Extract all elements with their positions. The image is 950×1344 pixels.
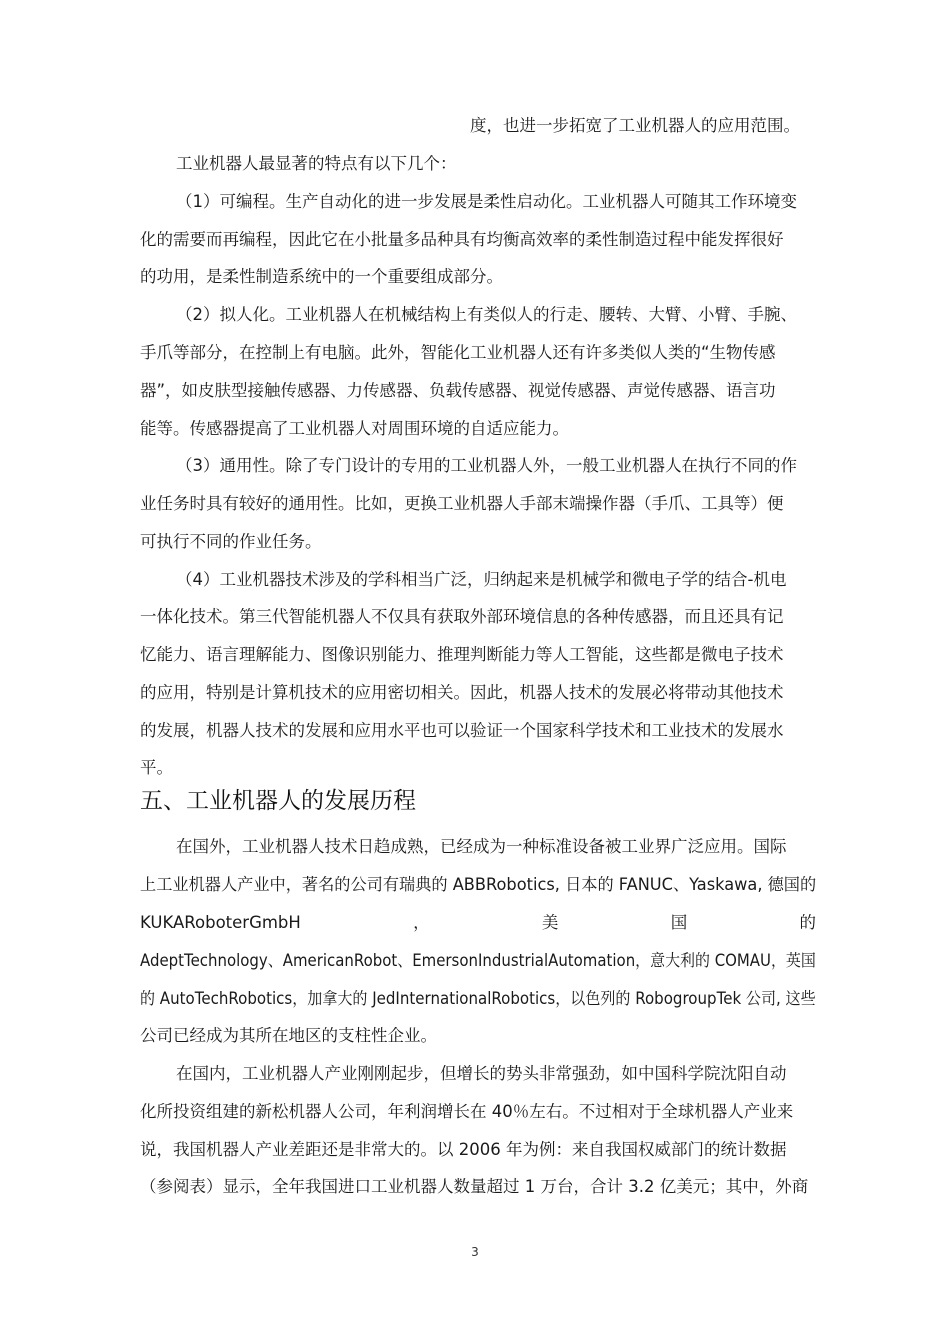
text-fragment: ， [413, 913, 430, 932]
text-line: （4）工业机器技术涉及的学科相当广泛，归纳起来是机械学和微电子学的结合-机电 [176, 570, 787, 589]
text-line: 可执行不同的作业任务。 [140, 532, 322, 551]
text-line: 的功用，是柔性制造系统中的一个重要组成部分。 [140, 267, 503, 286]
text-line: 化所投资组建的新松机器人公司，年利润增长在 40％左右。不过相对于全球机器人产业来 [140, 1102, 794, 1121]
text-fragment: 美 [541, 913, 559, 932]
text-line: 的发展，机器人技术的发展和应用水平也可以验证一个国家科学技术和工业技术的发展水 [140, 721, 784, 740]
text-line: 的应用，特别是计算机技术的应用密切相关。因此，机器人技术的发展必将带动其他技术 [140, 683, 784, 702]
page-number: 3 [471, 1245, 479, 1259]
text-line: 在国内，工业机器人产业刚刚起步，但增长的势头非常强劲，如中国科学院沈阳自动 [176, 1064, 787, 1083]
text-line: AdeptTechnology、AmericanRobot、EmersonIndustrialAutomation，意大利的 COMAU，英国 [140, 951, 816, 970]
text-line: 上工业机器人产业中，著名的公司有瑞典的 ABBRobotics, 日本的 FANUC、Yaskawa, 德国的 [140, 875, 817, 894]
section-heading: 五、工业机器人的发展历程 [140, 788, 416, 814]
text-line: 平。 [140, 758, 173, 777]
justified-text-line [140, 912, 816, 934]
text-line: 说，我国机器人产业差距还是非常大的。以 2006 年为例：来自我国权威部门的统计数据 [140, 1140, 787, 1159]
text-line: 业任务时具有较好的通用性。比如，更换工业机器人手部末端操作器（手爪、工具等）便 [140, 494, 784, 513]
text-line: （2）拟人化。工业机器人在机械结构上有类似人的行走、腰转、大臂、小臂、手腕、 [176, 305, 797, 324]
text-line: 手爪等部分，在控制上有电脑。此外，智能化工业机器人还有许多类似人类的“生物传感 [140, 343, 776, 362]
text-line: 能等。传感器提高了工业机器人对周围环境的自适应能力。 [140, 419, 569, 438]
text-line: 度，也进一步拓宽了工业机器人的应用范围。 [470, 116, 800, 135]
text-fragment: KUKARoboterGmbH [140, 913, 301, 932]
text-fragment: 的 [799, 913, 816, 932]
text-line: （参阅表）显示，全年我国进口工业机器人数量超过 1 万台，合计 3.2 亿美元；其中，外商 [140, 1177, 809, 1196]
text-line: 在国外，工业机器人技术日趋成熟，已经成为一种标准设备被工业界广泛应用。国际 [176, 837, 787, 856]
text-line: 的 AutoTechRobotics，加拿大的 JedInternationalRobotics，以色列的 RobogroupTek 公司, 这些 [140, 989, 816, 1008]
text-line: （1）可编程。生产自动化的进一步发展是柔性启动化。工业机器人可随其工作环境变 [176, 192, 797, 211]
text-line: 公司已经成为其所在地区的支柱性企业。 [140, 1026, 437, 1045]
text-line: 工业机器人最显著的特点有以下几个： [176, 154, 457, 173]
text-line: （3）通用性。除了专门设计的专用的工业机器人外，一般工业机器人在执行不同的作 [176, 456, 797, 475]
text-line: 器”，如皮肤型接触传感器、力传感器、负载传感器、视觉传感器、声觉传感器、语言功 [140, 381, 776, 400]
text-fragment: 国 [670, 913, 688, 932]
text-line: 忆能力、语言理解能力、图像识别能力、推理判断能力等人工智能，这些都是微电子技术 [140, 645, 784, 664]
text-line: 一体化技术。第三代智能机器人不仅具有获取外部环境信息的各种传感器，而且还具有记 [140, 607, 784, 626]
text-line: 化的需要而再编程，因此它在小批量多品种具有均衡高效率的柔性制造过程中能发挥很好 [140, 230, 784, 249]
